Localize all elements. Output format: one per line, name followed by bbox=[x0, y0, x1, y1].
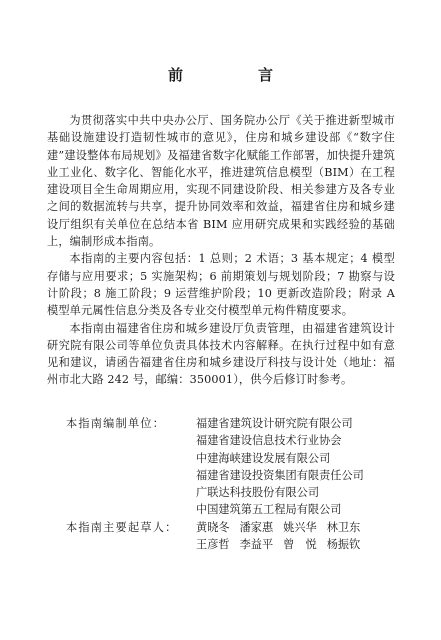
drafter-name: 曾 悦 bbox=[283, 538, 317, 552]
drafter-name: 潘家惠 bbox=[239, 520, 274, 534]
editing-unit: 中建海峡建设发展有限公司 bbox=[196, 451, 331, 465]
editing-unit: 广联达科技股份有限公司 bbox=[196, 486, 320, 500]
drafters-line bbox=[196, 519, 396, 536]
drafter-name: 王彦哲 bbox=[196, 538, 230, 552]
editing-unit: 中国建筑第五工程局有限公司 bbox=[196, 503, 342, 517]
paragraph-contents: 本指南的主要内容包括：1 总则；2 术语；3 基本规定；4 模型存储与应用要求；5 实施架构；6 前期策划与规划阶段；7 勘察与设计阶段；8 施工阶段；9 运营维护阶段；10 更新改造阶段；附录 A 模型单元属性信息分类及各专业交付模型单元构件精度要求。 bbox=[47, 252, 395, 318]
drafter-name: 黄晓冬 bbox=[196, 520, 230, 534]
credits-section bbox=[66, 415, 396, 553]
drafter-name: 林卫东 bbox=[326, 520, 361, 534]
editing-unit: 福建省建设信息技术行业协会 bbox=[196, 434, 342, 448]
drafter-name: 姚兴华 bbox=[283, 520, 317, 534]
page-title: 前 言 bbox=[167, 66, 303, 84]
drafter-name: 李益平 bbox=[239, 538, 274, 552]
drafters-list bbox=[196, 519, 396, 554]
editing-units-label: 本指南编制单位： bbox=[66, 417, 166, 430]
drafters-label: 本指南主要起草人： bbox=[66, 520, 178, 534]
editing-units-row bbox=[66, 415, 396, 519]
paragraph-purpose: 为贯彻落实中共中央办公厅、国务院办公厅《关于推进新型城市基础设施建设打造韧性城市的意见》，住房和城乡建设部《“数字住建”建设整体布局规划》及福建省数字化赋能工作部署，加快提升建筑业工业化、数字化、智能化水平，推进建筑信息模型（BIM）在工程建设项目全生命周期应用，实现不同建设阶段、相关参建方及各专业之间的数据流转与共享，提升协同效率和效益，福建省住房和城乡建设厅组织有关单位在总结本省 BIM 应用研究成果和实践经验的基础上，编制形成本指南。 bbox=[47, 114, 395, 249]
drafters-line bbox=[196, 536, 396, 553]
editing-units-list bbox=[196, 415, 396, 519]
foreword-body bbox=[47, 112, 395, 389]
drafter-name: 杨振钦 bbox=[326, 538, 361, 552]
drafters-row bbox=[66, 519, 396, 554]
paragraph-management: 本指南由福建省住房和城乡建设厅负责管理，由福建省建筑设计研究院有限公司等单位负责具体技术内容解释。在执行过程中如有意见和建议，请函告福建省住房和城乡建设厅科技与设计处（地址：福州市北大路 242 号，邮编：350001），供今后修订时参考。 bbox=[47, 321, 395, 387]
editing-unit: 福建省建筑设计研究院有限公司 bbox=[196, 417, 353, 430]
editing-unit: 福建省建设投资集团有限责任公司 bbox=[196, 468, 364, 482]
